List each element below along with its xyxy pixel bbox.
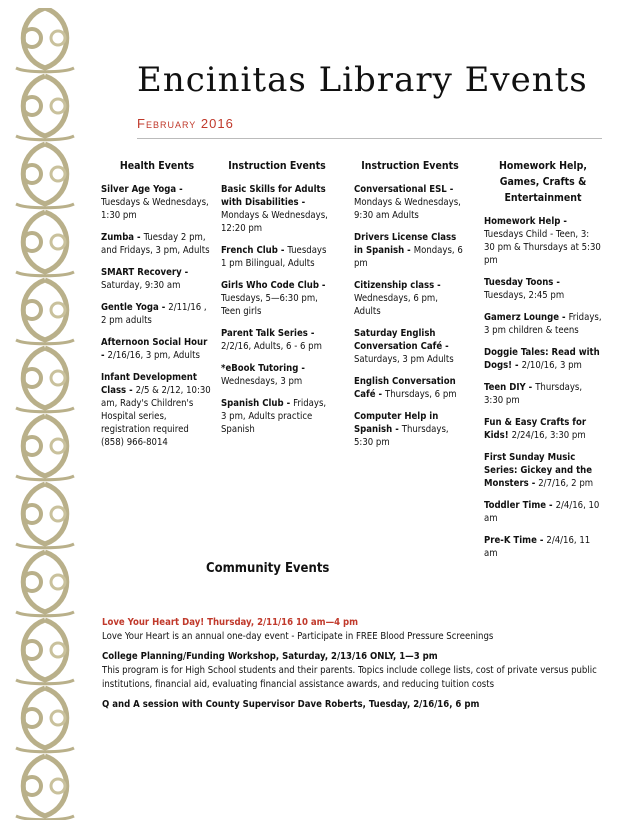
community-events-list — [102, 616, 602, 718]
column-heading: Instruction Events — [228, 160, 326, 172]
event-title: Basic Skills for Adults with Disabilities - — [221, 184, 326, 208]
page-title: Encinitas Library Events — [137, 60, 588, 100]
event-title: English Conversation Café - — [354, 376, 456, 400]
event-detail: 2/24/16, 3:30 pm — [511, 430, 586, 441]
event-title: Saturday English Conversation Café - — [354, 328, 449, 352]
event-title: First Sunday Music Series: Gickey and the Monsters - — [484, 452, 593, 489]
event-detail: Mondays, 6 pm — [354, 245, 463, 269]
instruction-events-column-2 — [354, 158, 466, 449]
event-detail: Wednesdays, 3 pm — [221, 376, 303, 387]
event-item — [484, 311, 602, 337]
community-event — [102, 698, 602, 712]
event-detail: Saturdays, 3 pm Adults — [354, 354, 454, 365]
instruction-events-column — [221, 158, 333, 436]
event-title: Fun & Easy Crafts for Kids! — [484, 417, 587, 441]
community-event — [102, 650, 602, 692]
event-item — [221, 183, 333, 235]
community-event-title: Q and A session with County Supervisor Dave Roberts, Tuesday, 2/16/16, 6 pm — [102, 699, 480, 710]
event-item — [101, 231, 213, 257]
event-title: Doggie Tales: Read with Dogs! - — [484, 347, 600, 371]
event-detail: 2/4/16, 11 am — [484, 535, 591, 559]
event-title: Citizenship class - — [354, 280, 441, 291]
community-event-description: This program is for High School students and their parents. Topics include college lists, cost of private versus public institutions, financial aid, evaluating financial assistance awards, and reducing tuition costs — [102, 665, 597, 690]
community-event-title: Love Your Heart Day! Thursday, 2/11/16 10 am—4 pm — [102, 617, 359, 628]
divider — [137, 138, 602, 139]
event-title: Gentle Yoga - — [101, 302, 169, 313]
event-detail: 2/10/16, 3 pm — [521, 360, 582, 371]
event-title: Computer Help in Spanish - — [354, 411, 439, 435]
event-item — [484, 416, 602, 442]
event-title: Zumba - — [101, 232, 144, 243]
event-title: French Club - — [221, 245, 288, 256]
event-item — [484, 346, 602, 372]
event-item — [484, 381, 602, 407]
event-title: Homework Help - — [484, 216, 567, 227]
event-item — [354, 183, 466, 222]
event-detail: 2/5 & 2/12, 10:30 am, Rady's Children's Hospital series, registration required (858) 966-8014 — [101, 385, 211, 448]
event-title: Silver Age Yoga - — [101, 184, 183, 195]
event-item — [221, 362, 333, 388]
event-title: Pre-K Time - — [484, 535, 547, 546]
community-event-title: College Planning/Funding Workshop, Saturday, 2/13/16 ONLY, 1—3 pm — [102, 651, 438, 662]
event-item — [354, 231, 466, 270]
event-title: Spanish Club - — [221, 398, 294, 409]
event-item — [101, 183, 213, 222]
event-detail: Saturday, 9:30 am — [101, 280, 181, 291]
event-item — [484, 534, 602, 560]
event-item — [484, 215, 602, 267]
event-title: Conversational ESL - — [354, 184, 454, 195]
column-heading: Instruction Events — [361, 160, 459, 172]
event-detail: 2/16/16, 3 pm, Adults — [107, 350, 200, 361]
event-detail: Fridays, 3 pm, Adults practice Spanish — [221, 398, 327, 435]
event-title: Toddler Time - — [484, 500, 556, 511]
event-title: Teen DIY - — [484, 382, 536, 393]
event-item — [354, 327, 466, 366]
event-detail: Mondays & Wednesdays, 12:20 pm — [221, 210, 328, 234]
event-item — [354, 279, 466, 318]
event-item — [101, 301, 213, 327]
community-event — [102, 616, 602, 644]
event-item — [484, 276, 602, 302]
event-detail: Mondays & Wednesdays, 9:30 am Adults — [354, 197, 461, 221]
event-detail: 2/7/16, 2 pm — [538, 478, 594, 489]
event-title: Afternoon Social Hour - — [101, 337, 208, 361]
decorative-border — [6, 8, 84, 820]
event-detail: Thursdays, 3:30 pm — [484, 382, 583, 406]
column-heading: Health Events — [119, 160, 195, 172]
event-detail: Tuesdays, 5—6:30 pm, Teen girls — [221, 293, 318, 317]
event-item — [221, 327, 333, 353]
event-detail: Tuesday 2 pm, and Fridays, 3 pm, Adults — [101, 232, 210, 256]
event-item — [354, 410, 466, 449]
event-detail: Thursdays, 5:30 pm — [354, 424, 449, 448]
community-events-heading: Community Events — [206, 561, 330, 576]
health-events-column — [101, 158, 213, 449]
event-detail: Tuesdays, 2:45 pm — [484, 290, 565, 301]
event-item — [221, 279, 333, 318]
event-item — [484, 451, 602, 490]
event-title: Gamerz Lounge - — [484, 312, 569, 323]
event-detail: 2/11/16 , 2 pm adults — [101, 302, 207, 326]
event-title: Parent Talk Series - — [221, 328, 315, 339]
event-detail: Wednesdays, 6 pm, Adults — [354, 293, 438, 317]
column-heading: Homework Help, Games, Crafts & Entertainment — [499, 160, 587, 204]
event-detail: 2/2/16, Adults, 6 - 6 pm — [221, 341, 322, 352]
event-detail: Tuesdays 1 pm Bilingual, Adults — [221, 245, 327, 269]
page-subtitle: February 2016 — [137, 116, 234, 131]
event-title: Girls Who Code Club - — [221, 280, 326, 291]
event-item — [101, 371, 213, 449]
event-item — [484, 499, 602, 525]
event-item — [221, 244, 333, 270]
event-detail: Tuesdays & Wednesdays, 1:30 pm — [101, 197, 209, 221]
homework-games-column — [484, 158, 602, 560]
event-detail: Tuesdays Child - Teen, 3: 30 pm & Thursdays at 5:30 pm — [484, 229, 601, 266]
event-item — [354, 375, 466, 401]
event-item — [101, 266, 213, 292]
event-title: Drivers License Class in Spanish - — [354, 232, 457, 256]
event-title: Infant Development Class - — [101, 372, 197, 396]
event-item — [221, 397, 333, 436]
event-detail: Thursdays, 6 pm — [385, 389, 457, 400]
event-title: SMART Recovery - — [101, 267, 189, 278]
community-event-description: Love Your Heart is an annual one-day event - Participate in FREE Blood Pressure Screenings — [102, 631, 494, 642]
event-detail: Fridays, 3 pm children & teens — [484, 312, 602, 336]
event-item — [101, 336, 213, 362]
event-detail: 2/4/16, 10 am — [484, 500, 600, 524]
event-title: *eBook Tutoring - — [221, 363, 305, 374]
event-title: Tuesday Toons - — [484, 277, 560, 288]
